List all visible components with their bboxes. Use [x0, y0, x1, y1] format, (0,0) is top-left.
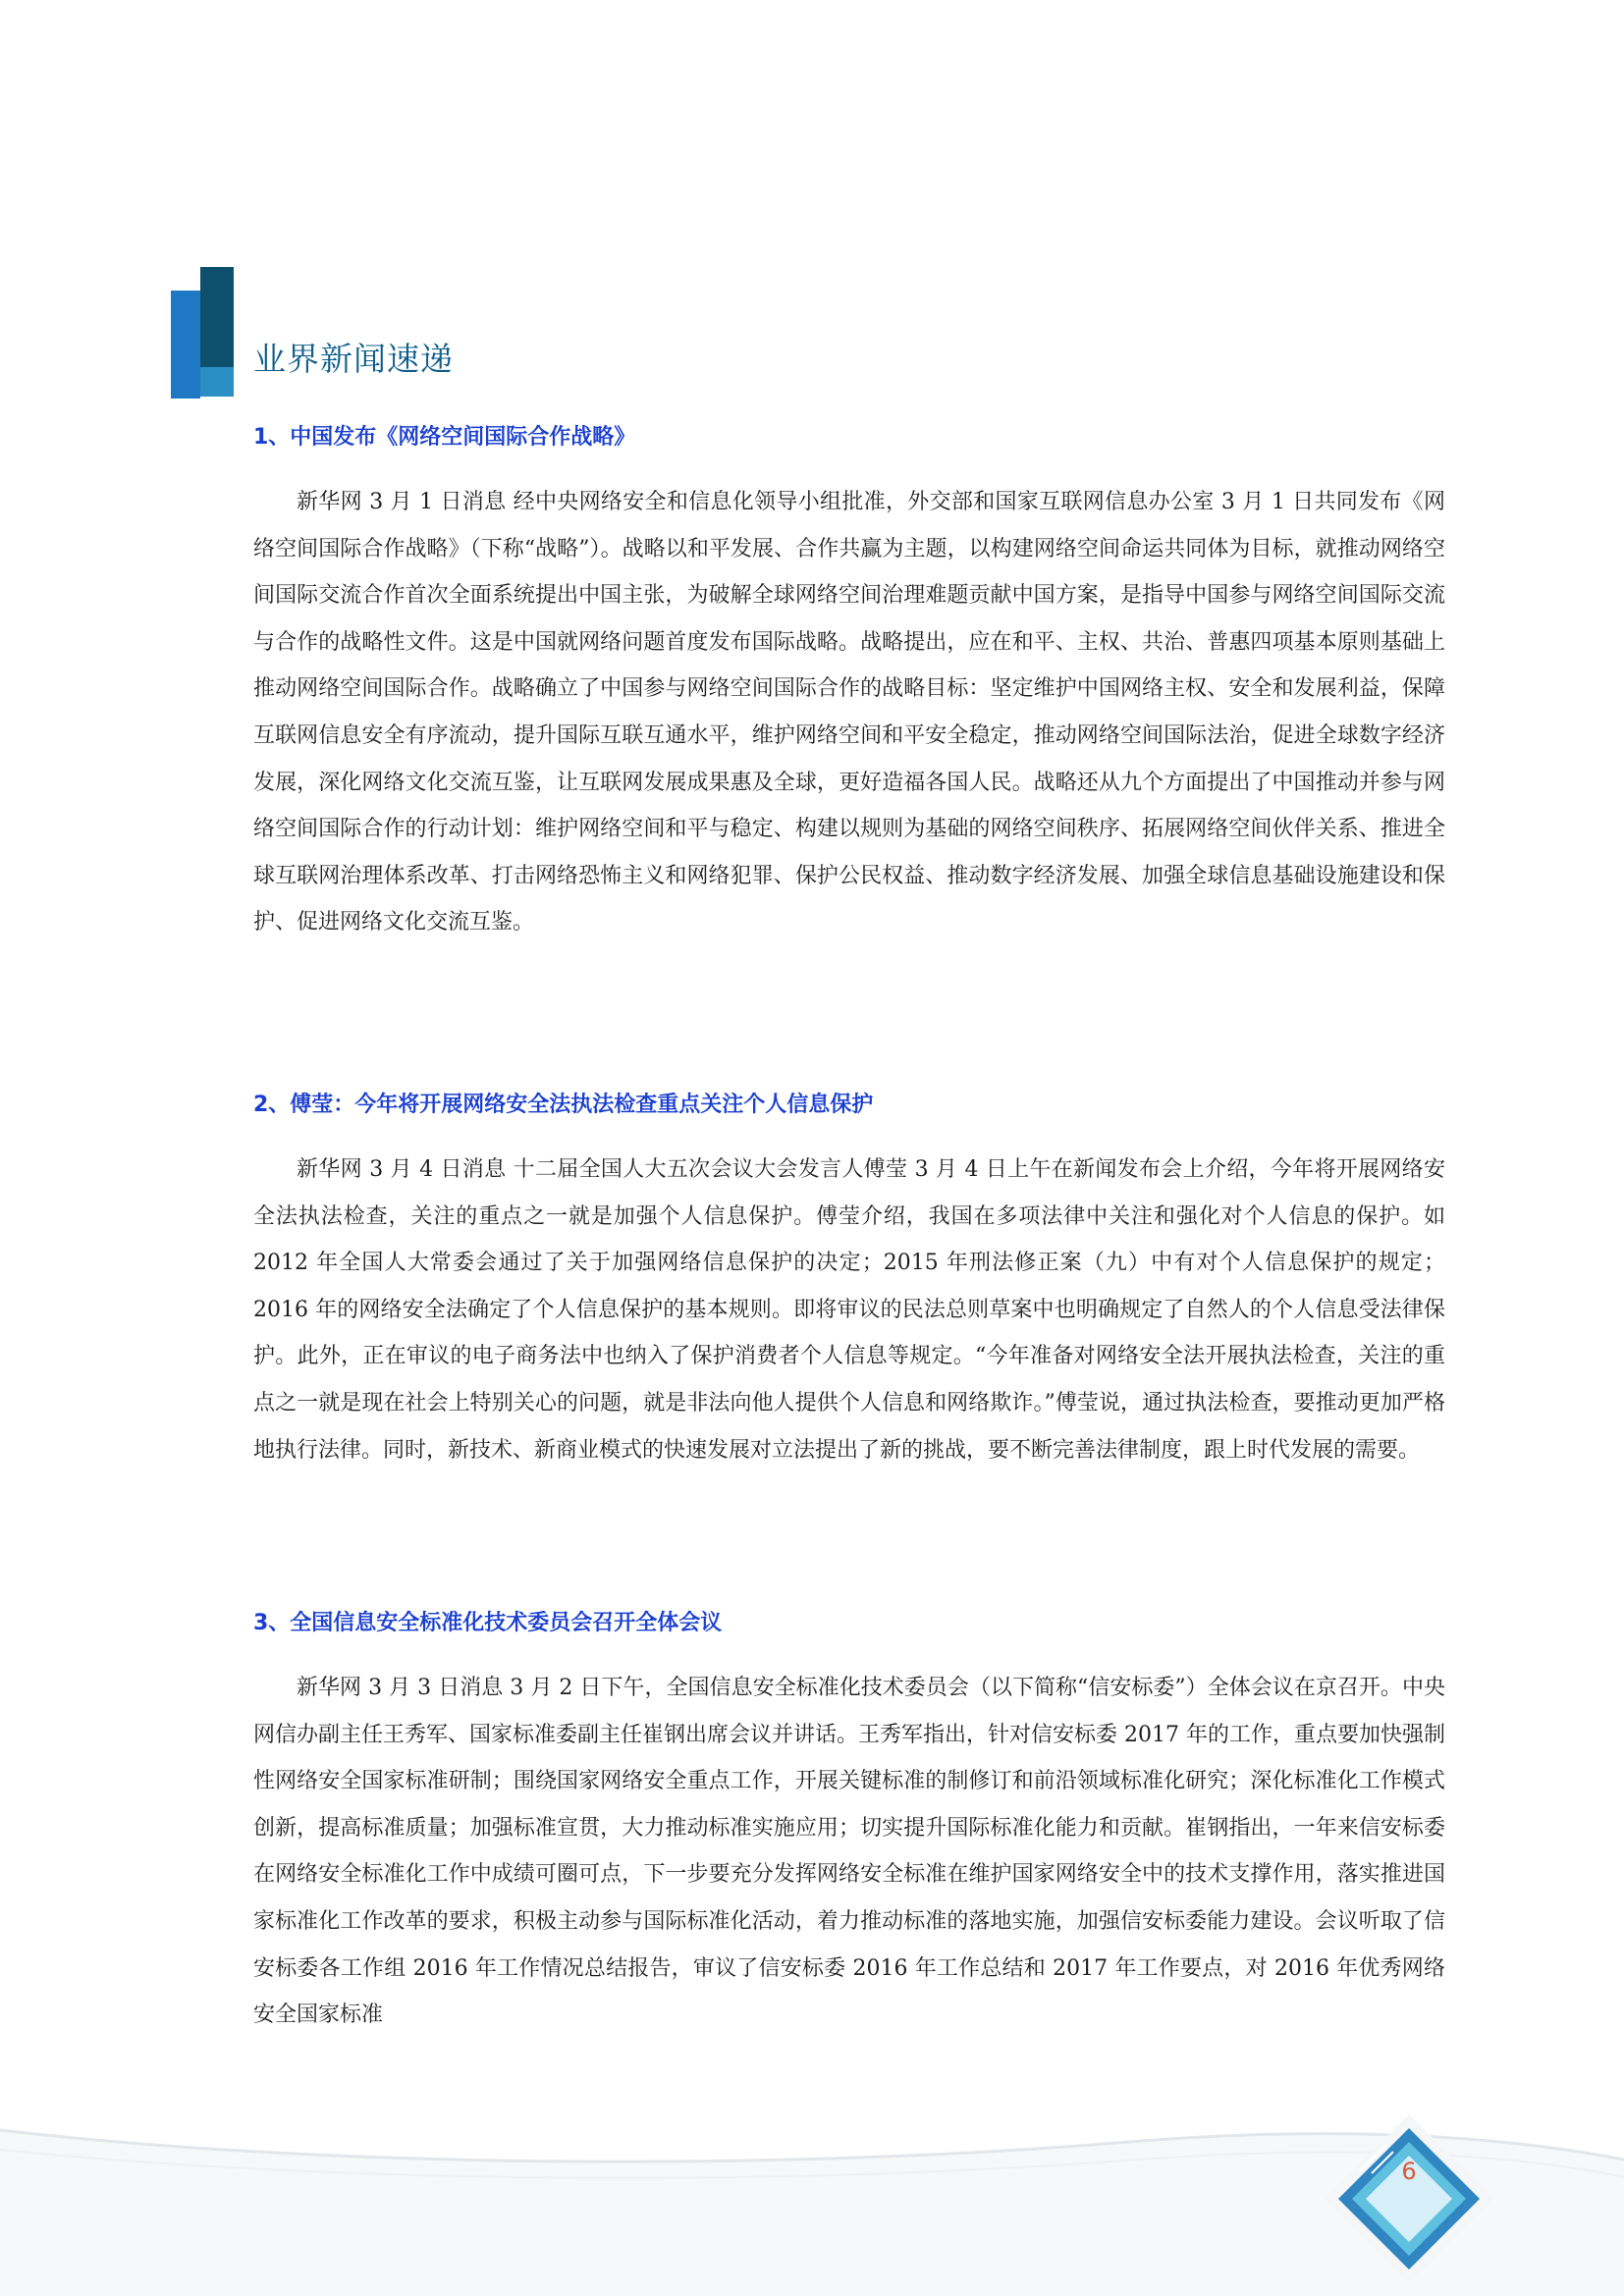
header-accent-bar-light [200, 367, 234, 397]
page-number: 6 [1401, 2158, 1417, 2185]
article-body-2: 新华网 3 月 4 日消息 十二届全国人大五次会议大会发言人傅莹 3 月 4 日上午在新闻发布会上介绍，今年将开展网络安全法执法检查，关注的重点之一就是加强个人信息保护。傅莹介绍，我国在多项法律中关注和强化对个人信息的保护。如 2012 年全国人大常委会通过了关于加强网络信息保护的决定；2015 年刑法修正案（九）中有对个人信息保护的规定；2016 年的网络安全法确定了个人信息保护的基本规则。即将审议的民法总则草案中也明确规定了自然人的个人信息受法律保护。此外，正在审议的电子商务法中也纳入了保护消费者个人信息等规定。“今年准备对网络安全法开展执法检查，关注的重点之一就是现在社会上特别关心的问题，就是非法向他人提供个人信息和网络欺诈。”傅莹说，通过执法检查，要推动更加严格地执行法律。同时，新技术、新商业模式的快速发展对立法提出了新的挑战，要不断完善法律制度，跟上时代发展的需要。 [253, 1157, 1445, 1463]
article-title-2: 2、傅莹：今年将开展网络安全法执法检查重点关注个人信息保护 [253, 1093, 874, 1117]
article-body-3: 新华网 3 月 3 日消息 3 月 2 日下午，全国信息安全标准化技术委员会（以下简称“信安标委”）全体会议在京召开。中央网信办副主任王秀军、国家标准委副主任崔钢出席会议并讲话。王秀军指出，针对信安标委 2017 年的工作，重点要加快强制性网络安全国家标准研制；围绕国家网络安全重点工作，开展关键标准的制修订和前沿领域标准化研究；深化标准化工作模式创新，提高标准质量；加强标准宣贯，大力推动标准实施应用；切实提升国际标准化能力和贡献。崔钢指出，一年来信安标委在网络安全标准化工作中成绩可圈可点，下一步要充分发挥网络安全标准在维护国家网络安全中的技术支撑作用，落实推进国家标准化工作改革的要求，积极主动参与国际标准化活动，着力推动标准的落地实施，加强信安标委能力建设。会议听取了信安标委各工作组 2016 年工作情况总结报告，审议了信安标委 2016 年工作总结和 2017 年工作要点，对 2016 年优秀网络安全国家标准 [253, 1676, 1445, 2028]
header-accent-bar-dark [200, 267, 234, 367]
article-title-1: 1、中国发布《网络空间国际合作战略》 [253, 425, 636, 450]
article-body-1: 新华网 3 月 1 日消息 经中央网络安全和信息化领导小组批准，外交部和国家互联网信息办公室 3 月 1 日共同发布《网络空间国际合作战略》（下称“战略”）。战略以和平发展、合作共赢为主题，以构建网络空间命运共同体为目标，就推动网络空间国际交流合作首次全面系统提出中国主张，为破解全球网络空间治理难题贡献中国方案，是指导中国参与网络空间国际交流与合作的战略性文件。这是中国就网络问题首度发布国际战略。战略提出，应在和平、主权、共治、普惠四项基本原则基础上推动网络空间国际合作。战略确立了中国参与网络空间国际合作的战略目标：坚定维护中国网络主权、安全和发展利益，保障互联网信息安全有序流动，提升国际互联互通水平，维护网络空间和平安全稳定，推动网络空间国际法治，促进全球数字经济发展，深化网络文化交流互鉴，让互联网发展成果惠及全球，更好造福各国人民。战略还从九个方面提出了中国推动并参与网络空间国际合作的行动计划：维护网络空间和平与稳定、构建以规则为基础的网络空间秩序、拓展网络空间伙伴关系、推进全球互联网治理体系改革、打击网络恐怖主义和网络犯罪、保护公民权益、推动数字经济发展、加强全球信息基础设施建设和保护、促进网络文化交流互鉴。 [253, 490, 1445, 935]
article-title-3: 3、全国信息安全标准化技术委员会召开全体会议 [253, 1611, 723, 1635]
page-badge-diamond-icon [1321, 2110, 1497, 2287]
header-accent-bar [171, 291, 200, 399]
section-title: 业界新闻速递 [253, 340, 454, 378]
